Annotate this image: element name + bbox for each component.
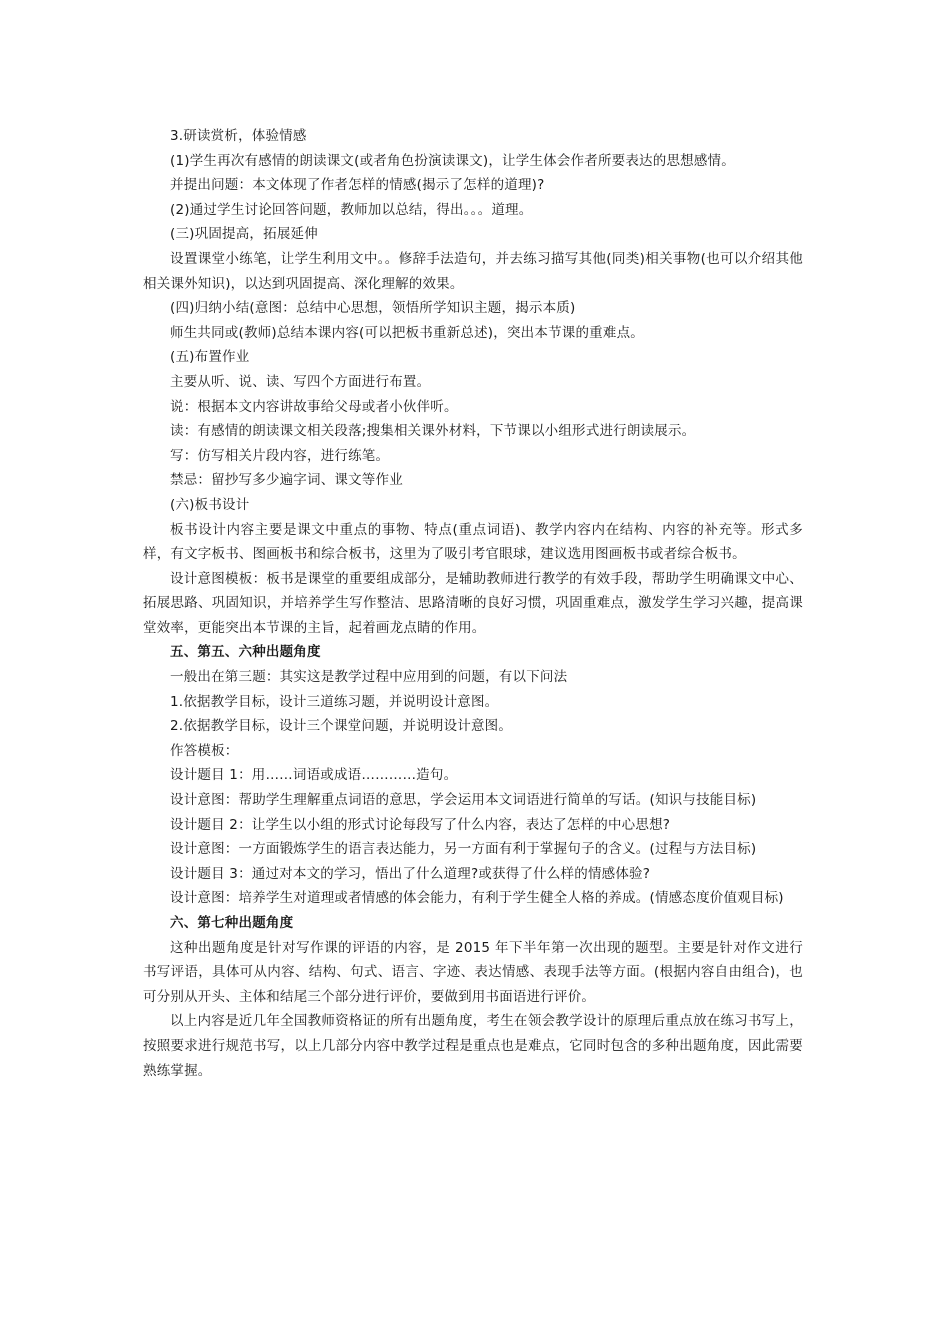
paragraph: 并提出问题：本文体现了作者怎样的情感(揭示了怎样的道理)?	[170, 177, 545, 194]
paragraph: 设置课堂小练笔，让学生利用文中。。修辞手法造句，并去练习描写其他(同类)相关事物(也可以介绍其他相关课外知识)，以达到巩固提高、深化理解的效果。	[143, 250, 803, 292]
paragraph: 写：仿写相关片段内容，进行练笔。	[170, 447, 390, 464]
section-heading: 五、第五、六种出题角度	[170, 644, 321, 661]
paragraph: 板书设计内容主要是课文中重点的事物、特点(重点词语)、教学内容内在结构、内容的补充等。形式多样，有文字板书、图画板书和综合板书，这里为了吸引考官眼球，建议选用图画板书或者综合板书。	[143, 521, 803, 563]
paragraph: 设计题目 3：通过对本文的学习，悟出了什么道理?或获得了什么样的情感体验?	[170, 865, 651, 882]
paragraph: 一般出在第三题：其实这是教学过程中应用到的问题，有以下问法	[170, 669, 568, 686]
paragraph: 禁忌：留抄写多少遍字词、课文等作业	[170, 472, 403, 489]
paragraph: 作答模板：	[170, 742, 239, 759]
paragraph: 设计意图：培养学生对道理或者情感的体会能力，有利于学生健全人格的养成。(情感态度价值观目标)	[170, 890, 784, 907]
paragraph: 设计题目 1：用……词语或成语…………造句。	[170, 767, 458, 784]
paragraph: 以上内容是近几年全国教师资格证的所有出题角度，考生在领会教学设计的原理后重点放在练习书写上，按照要求进行规范书写，以上几部分内容中教学过程是重点也是难点，它同时包含的多种出题角度，因此需要熟练掌握。	[143, 1013, 803, 1079]
paragraph: 设计题目 2：让学生以小组的形式讨论每段写了什么内容，表达了怎样的中心思想?	[170, 816, 671, 833]
paragraph: 设计意图：帮助学生理解重点词语的意思，学会运用本文词语进行简单的写话。(知识与技能目标)	[170, 792, 757, 809]
paragraph: 1.依据教学目标，设计三道练习题，并说明设计意图。	[170, 693, 499, 710]
paragraph: 说：根据本文内容讲故事给父母或者小伙伴听。	[170, 398, 458, 415]
paragraph: (三)巩固提高，拓展延伸	[170, 226, 318, 243]
section-heading: 六、第七种出题角度	[170, 915, 294, 931]
paragraph: 设计意图模板：板书是课堂的重要组成部分，是辅助教师进行教学的有效手段，帮助学生明确课文中心、拓展思路、巩固知识，并培养学生写作整洁、思路清晰的良好习惯，巩固重难点，激发学生学习兴趣，提高课堂效率，更能突出本节课的主旨，起着画龙点睛的作用。	[143, 570, 803, 636]
paragraph: 2.依据教学目标，设计三个课堂问题，并说明设计意图。	[170, 718, 513, 735]
paragraph: 设计意图：一方面锻炼学生的语言表达能力，另一方面有利于掌握句子的含义。(过程与方法目标)	[170, 841, 757, 858]
paragraph: 3.研读赏析，体验情感	[170, 128, 307, 144]
paragraph: (1)学生再次有感情的朗读课文(或者角色扮演读课文)，让学生体会作者所要表达的思想感情。	[170, 152, 735, 169]
paragraph: 师生共同或(教师)总结本课内容(可以把板书重新总述)，突出本节课的重难点。	[170, 324, 644, 341]
paragraph: 主要从听、说、读、写四个方面进行布置。	[170, 373, 431, 390]
paragraph: (四)归纳小结(意图：总结中心思想，领悟所学知识主题，揭示本质)	[170, 300, 576, 317]
paragraph: (2)通过学生讨论回答问题，教师加以总结，得出。。。道理。	[170, 201, 533, 218]
paragraph: (五)布置作业	[170, 349, 250, 366]
paragraph: 这种出题角度是针对写作课的评语的内容，是 2015 年下半年第一次出现的题型。主要是针对作文进行书写评语，具体可从内容、结构、句式、语言、字迹、表达情感、表现手法等方面。(根据内容自由组合)，也可分别从开头、主体和结尾三个部分进行评价，要做到用书面语进行评价。	[143, 939, 803, 1005]
document-body	[143, 124, 803, 1083]
paragraph: (六)板书设计	[170, 496, 250, 513]
paragraph: 读：有感情的朗读课文相关段落;搜集相关课外材料，下节课以小组形式进行朗读展示。	[170, 423, 696, 440]
